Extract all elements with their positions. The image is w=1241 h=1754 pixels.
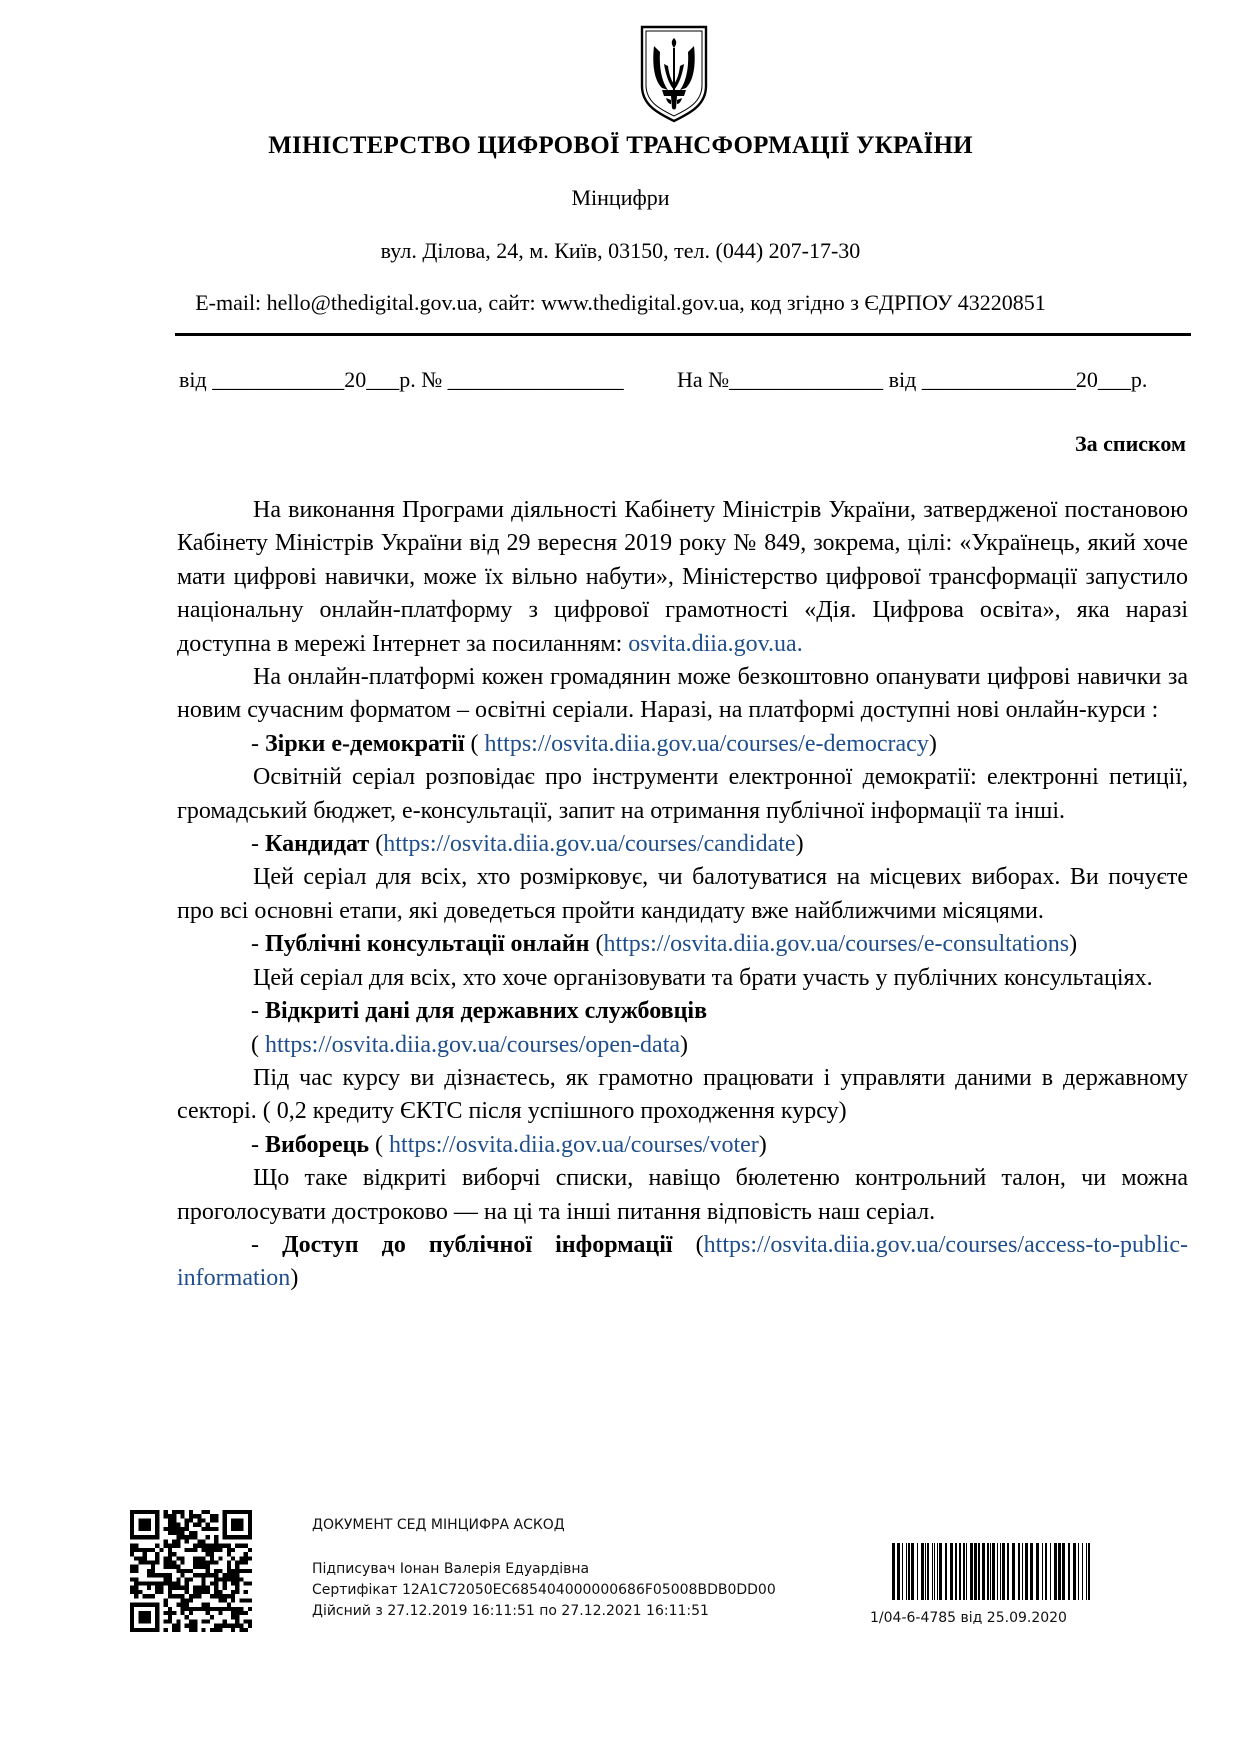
course-link[interactable]: https://osvita.diia.gov.ua/courses/access-to-public-information [177,1231,1188,1292]
trident-coat-of-arms-icon [638,24,710,124]
platform-paragraph: На онлайн-платформі кожен громадянин може безкоштовно опанувати цифрові навички за новим сучасним форматом – освітні серіали. Наразі, на платформі доступні нові онлайн-курси : [177,664,1188,724]
platform-link[interactable]: osvita.diia.gov.ua. [628,630,803,657]
course-link[interactable]: https://osvita.diia.gov.ua/courses/voter [389,1131,759,1158]
document-system-label: ДОКУМЕНТ СЕД МІНЦИФРА АСКОД [312,1517,565,1533]
certificate-validity: Дійсний з 27.12.2019 16:11:51 по 27.12.2021 16:11:51 [312,1603,709,1619]
course-item: - Кандидат (https://osvita.diia.gov.ua/courses/candidate) [251,831,804,858]
course-item: - Виборець ( https://osvita.diia.gov.ua/courses/voter) [251,1131,767,1158]
course-title: Зірки е-демократії [265,730,465,757]
course-title: Публічні консультації онлайн [265,931,590,958]
barcode-icon [892,1543,1092,1600]
course-description: Освітній серіал розповідає про інструменти електронної демократії: електронні петиції, громадський бюджет, е-консультації, запит на отримання публічної інформації та інші. [177,764,1188,824]
course-title: Відкриті дані для державних службовців [265,998,708,1025]
ministry-name: МІНІСТЕРСТВО ЦИФРОВОЇ ТРАНСФОРМАЦІЇ УКРАЇНИ [268,132,973,159]
course-title: Доступ до публічної інформації [282,1231,673,1258]
course-item: - Публічні консультації онлайн (https://osvita.diia.gov.ua/courses/e-consultations) [251,931,1078,958]
ministry-contacts: E-mail: hello@thedigital.gov.ua, сайт: www.thedigital.gov.ua, код згідно з ЄДРПОУ 43220851 [195,290,1046,315]
qr-code-icon [130,1510,252,1632]
intro-paragraph: На виконання Програми діяльності Кабінету Міністрів України, затвердженої постановою Кабінету Міністрів України від 29 вересня 2019 року № 849, зокрема, цілі: «Українець, який хоче мати цифрові навички, може їх вільно набути», Міністерство цифрової трансформації запустило національну онлайн-платформу з цифрової грамотності «Дія. Цифрова освіта», яка наразі доступна в мережі Інтернет за посиланням: osvita.diia.gov.ua. [177,497,1188,657]
course-link[interactable]: https://osvita.diia.gov.ua/courses/open-data [265,1031,681,1058]
incoming-registration-line: На №______________ від ______________20___р. [677,367,1148,392]
course-description: Цей серіал для всіх, хто хоче організовувати та брати участь у публічних консультаціях. [253,964,1153,991]
course-description: Цей серіал для всіх, хто розмірковує, чи балотуватися на місцевих виборах. Ви почуєте про всі основні етапи, які доведеться пройти кандидату вже найближчими місяцями. [177,864,1188,924]
registration-number: 1/04-6-4785 від 25.09.2020 [870,1610,1067,1626]
course-description: Що таке відкриті виборчі списки, навіщо бюлетеню контрольний талон, чи можна проголосувати достроково — на ці та інші питання відповість наш серіал. [177,1165,1188,1225]
course-title: Кандидат [265,831,370,858]
course-item: - Доступ до публічної інформації (https://osvita.diia.gov.ua/courses/access-to-public-information) [177,1231,1188,1292]
signer-name: Підписувач Іонан Валерія Едуардівна [312,1561,590,1577]
header-divider [175,333,1191,336]
ministry-short-name: Мінцифри [571,185,670,210]
course-link-line: ( https://osvita.diia.gov.ua/courses/open-data) [251,1031,689,1058]
certificate-number: Сертифікат 12A1C72050EC685404000000686F05008BDB0DD00 [312,1582,776,1598]
course-link[interactable]: https://osvita.diia.gov.ua/courses/e-democracy [484,730,929,757]
course-link[interactable]: https://osvita.diia.gov.ua/courses/candidate [383,831,796,858]
addressee: За списком [1075,431,1186,456]
course-item: - Відкриті дані для державних службовців [251,998,708,1025]
letter-body [177,494,1188,1296]
ministry-address: вул. Ділова, 24, м. Київ, 03150, тел. (044) 207-17-30 [380,238,861,263]
outgoing-registration-line: від ____________20___р. № ________________ [179,367,624,392]
course-link[interactable]: https://osvita.diia.gov.ua/courses/e-consultations [603,931,1070,958]
course-item: - Зірки е-демократії ( https://osvita.diia.gov.ua/courses/e-democracy) [251,730,937,757]
course-title: Виборець [265,1131,370,1158]
course-description: Під час курсу ви дізнаєтесь, як грамотно працювати і управляти даними в державному секторі. ( 0,2 кредиту ЄКТС після успішного проходження курсу) [177,1064,1188,1125]
